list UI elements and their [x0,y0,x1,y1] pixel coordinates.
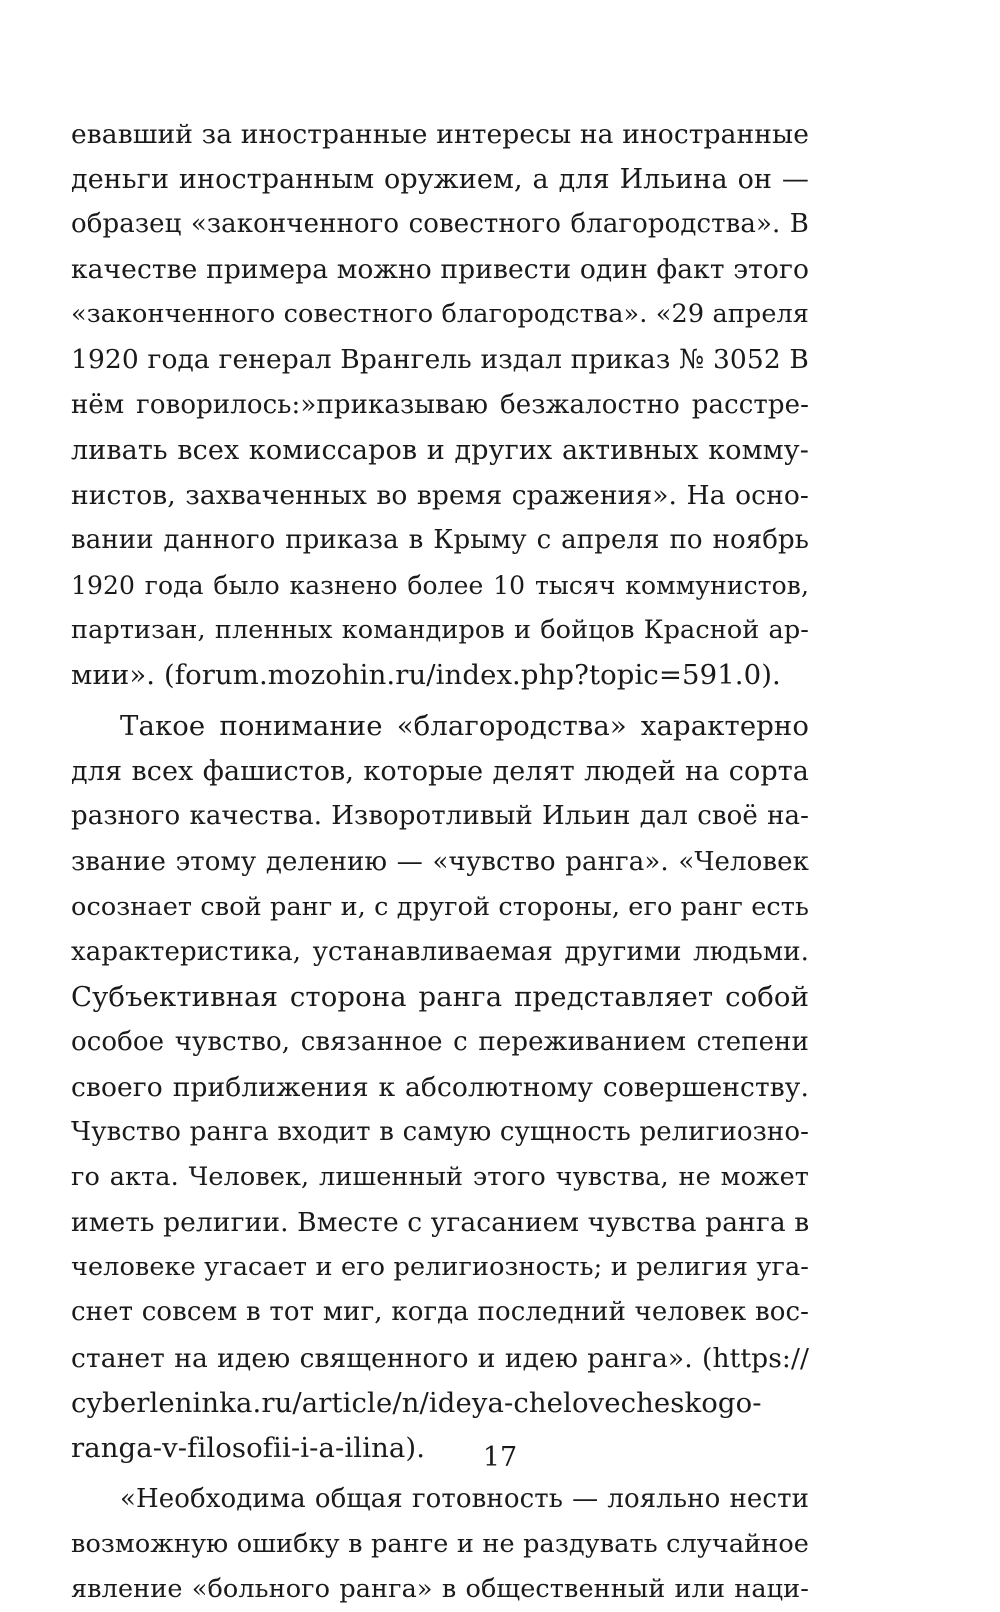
body-text [71,112,809,1612]
text-line: вании данного приказа в Крыму с апреля по ноябрь [71,524,809,555]
text-line: ranga-v-filosofii-i-a-ilina). [71,1431,426,1464]
text-line: снет совсем в тот миг, когда последний человек вос- [71,1297,809,1328]
text-line: образец «законченного совестного благородства». В [71,209,809,240]
paragraph-3 [71,1477,809,1612]
text-line: «законченного совестного благородства». «29 апреля [71,299,809,330]
text-line: звание этому делению — «чувство ранга». «Человек [71,846,809,877]
text-line: станет на идею священного и идею ранга». (https:// [71,1342,809,1374]
text-line: cyberleninka.ru/article/n/ideya-chelovecheskogo- [71,1386,762,1419]
text-line: возможную ошибку в ранге и не раздувать случайное [71,1528,809,1559]
text-line: особое чувство, связанное с переживанием степени [71,1026,809,1057]
text-line: иметь религии. Вместе с угасанием чувства ранга в [71,1207,810,1239]
text-line: партизан, пленных командиров и бойцов Красной ар- [71,615,809,646]
text-line: для всех фашистов, которые делят людей на сорта [71,756,809,788]
text-line: «Необходима общая готовность — лояльно нести [120,1483,809,1514]
text-line: 1920 года было казнено более 10 тысяч коммунистов, [71,570,809,600]
text-line: Чувство ранга входит в самую сущность религиозно- [71,1117,809,1148]
text-line: осознает свой ранг и, с другой стороны, его ранг есть [71,891,809,922]
text-line: явление «больного ранга» в общественный или наци- [71,1574,809,1604]
text-line: мии». (forum.mozohin.ru/index.php?topic=591.0). [71,659,781,692]
text-line: своего приближения к абсолютному совершенству. [71,1071,809,1103]
paragraph-2 [71,704,809,1471]
text-line: го акта. Человек, лишенный этого чувства, не может [71,1162,809,1193]
paragraph-1 [71,112,809,698]
text-line: деньги иностранным оружием, а для Ильина он — [71,164,809,196]
text-line: ливать всех комиссаров и других активных комму- [71,434,809,466]
page-number: 17 [482,1442,518,1473]
text-line: нистов, захваченных во время сражения». На осно- [71,479,809,511]
text-line: Такое понимание «благородства» характерно [120,710,809,743]
text-line: Субъективная сторона ранга представляет собой [71,980,809,1013]
text-line: евавший за иностранные интересы на иностранные [71,119,809,150]
text-line: 1920 года генерал Врангель издал приказ № 3052 В [71,344,809,376]
text-line: человеке угасает и его религиозность; и религия уга- [71,1252,809,1283]
text-line: нём говорилось:»приказываю безжалостно расстре- [71,389,809,420]
text-line: качестве примера можно привести один факт этого [71,254,809,286]
text-line: разного качества. Изворотливый Ильин дал своё на- [71,801,809,832]
text-line: характеристика, устанавливаемая другими людьми. [71,936,809,967]
